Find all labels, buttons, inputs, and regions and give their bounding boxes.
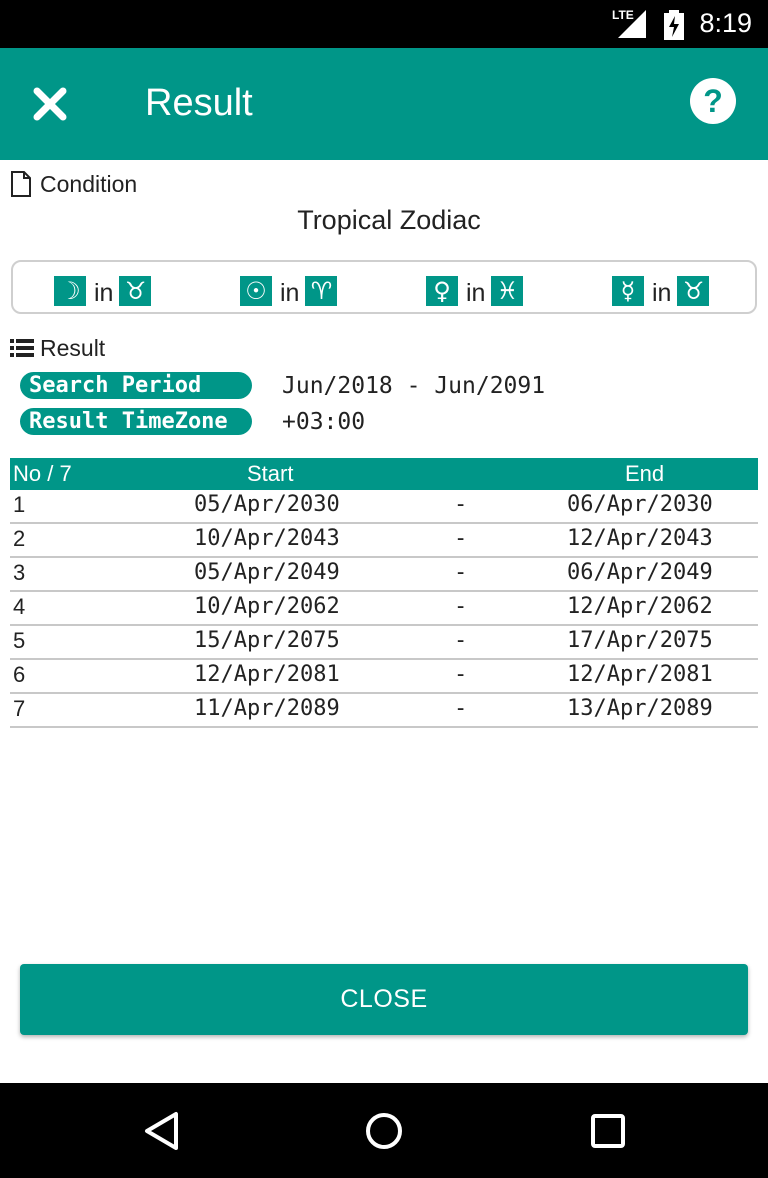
table-row[interactable] <box>10 660 758 694</box>
close-icon[interactable] <box>30 84 70 124</box>
row-number: 7 <box>13 696 26 721</box>
back-icon[interactable] <box>142 1111 182 1151</box>
row-number: 2 <box>13 526 26 551</box>
header-no: No / 7 <box>13 461 72 486</box>
list-icon <box>10 338 34 358</box>
connector-text: in <box>652 279 672 307</box>
condition-item <box>612 272 709 306</box>
help-button[interactable]: ? <box>690 78 736 124</box>
connector-text: in <box>466 279 486 307</box>
row-start: 05/Apr/2049 <box>194 560 340 585</box>
search-period-label: Search Period <box>20 372 252 399</box>
timezone-value: +03:00 <box>282 409 366 435</box>
header-end: End <box>625 461 665 486</box>
table-row[interactable] <box>10 694 758 728</box>
row-start: 12/Apr/2081 <box>194 662 340 687</box>
home-icon[interactable] <box>364 1111 404 1151</box>
row-separator: - <box>454 560 468 585</box>
row-separator: - <box>454 628 468 653</box>
table-row[interactable] <box>10 524 758 558</box>
row-end: 06/Apr/2049 <box>567 560 713 585</box>
condition-header <box>10 170 137 198</box>
app-bar <box>0 48 768 160</box>
signal-icon <box>612 8 648 40</box>
row-number: 5 <box>13 628 26 653</box>
condition-item <box>54 272 151 306</box>
zodiac-type: Tropical Zodiac <box>297 205 481 235</box>
condition-list <box>11 260 757 314</box>
table-row[interactable] <box>10 490 758 524</box>
row-number: 6 <box>13 662 26 687</box>
row-separator: - <box>454 526 468 551</box>
row-end: 12/Apr/2081 <box>567 662 713 687</box>
nav-bar <box>0 1083 768 1178</box>
condition-item <box>240 272 337 306</box>
clock: 8:19 <box>699 8 752 38</box>
pisces-icon: ♓ <box>491 276 523 306</box>
condition-label: Condition <box>40 170 138 197</box>
row-end: 12/Apr/2043 <box>567 526 713 551</box>
recents-icon[interactable] <box>590 1111 626 1151</box>
close-button[interactable]: CLOSE <box>20 964 748 1035</box>
table-row[interactable] <box>10 592 758 626</box>
row-number: 1 <box>13 492 26 517</box>
row-separator: - <box>454 594 468 619</box>
result-table <box>10 458 758 728</box>
row-number: 4 <box>13 594 26 619</box>
row-number: 3 <box>13 560 26 585</box>
row-end: 12/Apr/2062 <box>567 594 713 619</box>
search-period-value: Jun/2018 - Jun/2091 <box>282 373 546 399</box>
moon-icon: ☽ <box>54 276 86 306</box>
row-separator: - <box>454 696 468 721</box>
connector-text: in <box>280 279 300 307</box>
row-start: 10/Apr/2043 <box>194 526 340 551</box>
taurus-icon: ♉ <box>677 276 709 306</box>
network-type: LTE <box>612 8 634 22</box>
timezone-label: Result TimeZone <box>20 408 252 435</box>
aries-icon: ♈ <box>305 276 337 306</box>
table-row[interactable] <box>10 558 758 592</box>
row-start: 10/Apr/2062 <box>194 594 340 619</box>
header-start: Start <box>247 461 294 486</box>
result-label: Result <box>40 334 106 361</box>
condition-item <box>426 272 523 306</box>
table-row[interactable] <box>10 626 758 660</box>
row-start: 11/Apr/2089 <box>194 696 340 721</box>
connector-text: in <box>94 279 114 307</box>
sun-icon: ☉ <box>240 276 272 306</box>
mercury-icon: ☿ <box>612 276 644 306</box>
document-icon <box>10 171 32 197</box>
row-start: 05/Apr/2030 <box>194 492 340 517</box>
venus-icon: ♀ <box>426 276 458 306</box>
row-start: 15/Apr/2075 <box>194 628 340 653</box>
row-separator: - <box>454 662 468 687</box>
battery-charging-icon <box>664 10 684 40</box>
row-end: 13/Apr/2089 <box>567 696 713 721</box>
row-end: 06/Apr/2030 <box>567 492 713 517</box>
taurus-icon: ♉ <box>119 276 151 306</box>
status-bar <box>0 0 768 48</box>
row-separator: - <box>454 492 468 517</box>
page-title: Result <box>145 82 253 124</box>
table-header <box>10 458 758 490</box>
row-end: 17/Apr/2075 <box>567 628 713 653</box>
result-header <box>10 334 105 362</box>
